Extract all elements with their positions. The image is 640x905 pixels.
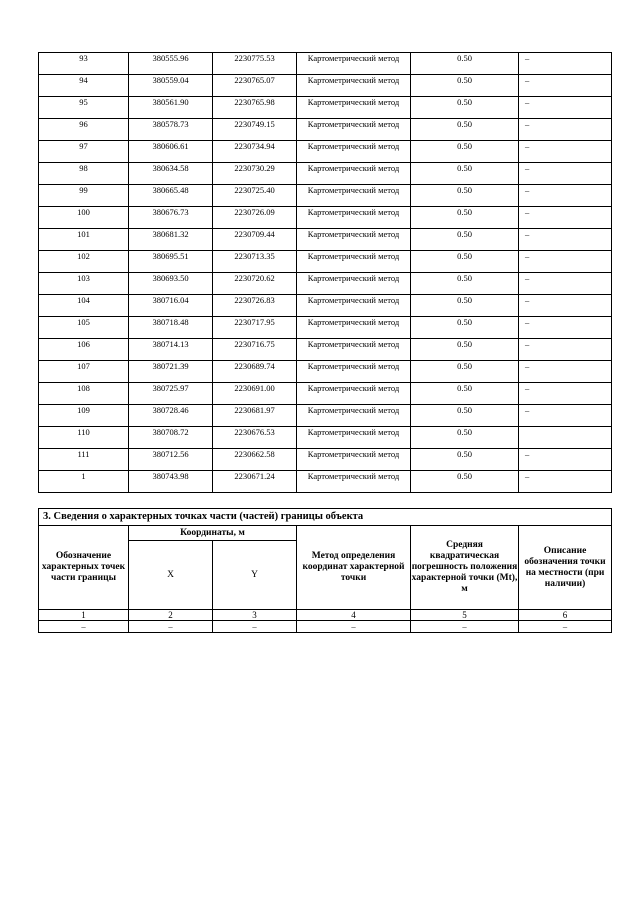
method-cell: Картометрический метод <box>297 185 411 207</box>
empty-cell: – <box>411 621 519 633</box>
point-number-cell: 105 <box>39 317 129 339</box>
description-cell: – <box>519 207 612 229</box>
y-coordinate-cell: 2230765.07 <box>213 75 297 97</box>
description-cell: – <box>519 405 612 427</box>
y-coordinate-cell: 2230765.98 <box>213 97 297 119</box>
method-cell: Картометрический метод <box>297 119 411 141</box>
column-number: 4 <box>297 610 411 621</box>
y-coordinate-cell: 2230689.74 <box>213 361 297 383</box>
method-cell: Картометрический метод <box>297 207 411 229</box>
section-title: 3. Сведения о характерных точках части (частей) границы объекта <box>39 509 612 526</box>
point-number-cell: 1 <box>39 471 129 493</box>
point-number-cell: 103 <box>39 273 129 295</box>
description-cell: – <box>519 53 612 75</box>
column-number: 3 <box>213 610 297 621</box>
header-method: Метод определения координат характерной точки <box>297 526 411 610</box>
column-number: 6 <box>519 610 612 621</box>
part-boundary-table <box>38 508 612 633</box>
description-cell: – <box>519 97 612 119</box>
point-number-cell: 99 <box>39 185 129 207</box>
x-coordinate-cell: 380721.39 <box>129 361 213 383</box>
accuracy-cell: 0.50 <box>411 207 519 229</box>
description-cell: – <box>519 141 612 163</box>
table-row <box>39 163 612 185</box>
method-cell: Картометрический метод <box>297 449 411 471</box>
method-cell: Картометрический метод <box>297 273 411 295</box>
y-coordinate-cell: 2230713.35 <box>213 251 297 273</box>
method-cell: Картометрический метод <box>297 471 411 493</box>
method-cell: Картометрический метод <box>297 317 411 339</box>
accuracy-cell: 0.50 <box>411 97 519 119</box>
description-cell: – <box>519 295 612 317</box>
accuracy-cell: 0.50 <box>411 427 519 449</box>
accuracy-cell: 0.50 <box>411 449 519 471</box>
column-number: 1 <box>39 610 129 621</box>
accuracy-cell: 0.50 <box>411 471 519 493</box>
table-row <box>39 427 612 449</box>
y-coordinate-cell: 2230662.58 <box>213 449 297 471</box>
accuracy-cell: 0.50 <box>411 53 519 75</box>
x-coordinate-cell: 380693.50 <box>129 273 213 295</box>
table-row <box>39 295 612 317</box>
method-cell: Картометрический метод <box>297 361 411 383</box>
method-cell: Картометрический метод <box>297 295 411 317</box>
column-number: 2 <box>129 610 213 621</box>
method-cell: Картометрический метод <box>297 405 411 427</box>
empty-cell: – <box>297 621 411 633</box>
accuracy-cell: 0.50 <box>411 141 519 163</box>
description-cell: – <box>519 361 612 383</box>
header-description: Описание обозначения точки на местности (при наличии) <box>519 526 612 610</box>
method-cell: Картометрический метод <box>297 141 411 163</box>
method-cell: Картометрический метод <box>297 339 411 361</box>
y-coordinate-cell: 2230725.40 <box>213 185 297 207</box>
accuracy-cell: 0.50 <box>411 383 519 405</box>
header-accuracy: Средняя квадратическая погрешность положения характерной точки (Mt), м <box>411 526 519 610</box>
y-coordinate-cell: 2230676.53 <box>213 427 297 449</box>
description-cell: – <box>519 339 612 361</box>
points-table <box>38 52 612 493</box>
y-coordinate-cell: 2230749.15 <box>213 119 297 141</box>
header-coordinates: Координаты, м <box>129 526 297 541</box>
method-cell: Картометрический метод <box>297 53 411 75</box>
x-coordinate-cell: 380578.73 <box>129 119 213 141</box>
method-cell: Картометрический метод <box>297 427 411 449</box>
accuracy-cell: 0.50 <box>411 405 519 427</box>
y-coordinate-cell: 2230720.62 <box>213 273 297 295</box>
header-point-designation: Обозначение характерных точек части границы <box>39 526 129 610</box>
x-coordinate-cell: 380714.13 <box>129 339 213 361</box>
y-coordinate-cell: 2230726.83 <box>213 295 297 317</box>
table-row <box>39 449 612 471</box>
table-row <box>39 339 612 361</box>
x-coordinate-cell: 380743.98 <box>129 471 213 493</box>
x-coordinate-cell: 380665.48 <box>129 185 213 207</box>
description-cell: – <box>519 471 612 493</box>
x-coordinate-cell: 380695.51 <box>129 251 213 273</box>
method-cell: Картометрический метод <box>297 75 411 97</box>
table-row <box>39 471 612 493</box>
point-number-cell: 109 <box>39 405 129 427</box>
empty-cell: – <box>39 621 129 633</box>
accuracy-cell: 0.50 <box>411 317 519 339</box>
table-row <box>39 97 612 119</box>
method-cell: Картометрический метод <box>297 251 411 273</box>
table-row <box>39 317 612 339</box>
accuracy-cell: 0.50 <box>411 295 519 317</box>
x-coordinate-cell: 380676.73 <box>129 207 213 229</box>
x-coordinate-cell: 380708.72 <box>129 427 213 449</box>
table-row <box>39 383 612 405</box>
table-row <box>39 273 612 295</box>
point-number-cell: 94 <box>39 75 129 97</box>
point-number-cell: 96 <box>39 119 129 141</box>
y-coordinate-cell: 2230717.95 <box>213 317 297 339</box>
empty-cell: – <box>519 621 612 633</box>
description-cell: – <box>519 383 612 405</box>
y-coordinate-cell: 2230730.29 <box>213 163 297 185</box>
point-number-cell: 104 <box>39 295 129 317</box>
description-cell: – <box>519 449 612 471</box>
point-number-cell: 95 <box>39 97 129 119</box>
y-coordinate-cell: 2230716.75 <box>213 339 297 361</box>
empty-cell: – <box>129 621 213 633</box>
method-cell: Картометрический метод <box>297 97 411 119</box>
table-row <box>39 141 612 163</box>
point-number-cell: 111 <box>39 449 129 471</box>
table-row <box>39 53 612 75</box>
point-number-cell: 107 <box>39 361 129 383</box>
accuracy-cell: 0.50 <box>411 119 519 141</box>
point-number-cell: 101 <box>39 229 129 251</box>
y-coordinate-cell: 2230734.94 <box>213 141 297 163</box>
x-coordinate-cell: 380555.96 <box>129 53 213 75</box>
x-coordinate-cell: 380561.90 <box>129 97 213 119</box>
point-number-cell: 97 <box>39 141 129 163</box>
x-coordinate-cell: 380716.04 <box>129 295 213 317</box>
description-cell: – <box>519 75 612 97</box>
table-row <box>39 405 612 427</box>
table-row <box>39 75 612 97</box>
x-coordinate-cell: 380606.61 <box>129 141 213 163</box>
point-number-cell: 110 <box>39 427 129 449</box>
accuracy-cell: 0.50 <box>411 273 519 295</box>
description-cell: – <box>519 119 612 141</box>
description-cell: – <box>519 317 612 339</box>
y-coordinate-cell: 2230671.24 <box>213 471 297 493</box>
y-coordinate-cell: 2230691.00 <box>213 383 297 405</box>
point-number-cell: 98 <box>39 163 129 185</box>
y-coordinate-cell: 2230775.53 <box>213 53 297 75</box>
accuracy-cell: 0.50 <box>411 361 519 383</box>
description-cell: – <box>519 251 612 273</box>
x-coordinate-cell: 380681.32 <box>129 229 213 251</box>
header-x: X <box>129 541 213 610</box>
description-cell: – <box>519 229 612 251</box>
x-coordinate-cell: 380728.46 <box>129 405 213 427</box>
point-number-cell: 108 <box>39 383 129 405</box>
method-cell: Картометрический метод <box>297 229 411 251</box>
y-coordinate-cell: 2230681.97 <box>213 405 297 427</box>
table-row <box>39 207 612 229</box>
point-number-cell: 93 <box>39 53 129 75</box>
table-row <box>39 229 612 251</box>
description-cell: – <box>519 273 612 295</box>
description-cell: – <box>519 163 612 185</box>
point-number-cell: 106 <box>39 339 129 361</box>
description-cell <box>519 427 612 449</box>
table-row <box>39 251 612 273</box>
method-cell: Картометрический метод <box>297 383 411 405</box>
description-cell: – <box>519 185 612 207</box>
point-number-cell: 100 <box>39 207 129 229</box>
table-row <box>39 119 612 141</box>
accuracy-cell: 0.50 <box>411 251 519 273</box>
accuracy-cell: 0.50 <box>411 185 519 207</box>
accuracy-cell: 0.50 <box>411 229 519 251</box>
x-coordinate-cell: 380718.48 <box>129 317 213 339</box>
empty-cell: – <box>213 621 297 633</box>
table-row <box>39 361 612 383</box>
method-cell: Картометрический метод <box>297 163 411 185</box>
point-number-cell: 102 <box>39 251 129 273</box>
x-coordinate-cell: 380559.04 <box>129 75 213 97</box>
table-row <box>39 185 612 207</box>
x-coordinate-cell: 380634.58 <box>129 163 213 185</box>
accuracy-cell: 0.50 <box>411 163 519 185</box>
column-number: 5 <box>411 610 519 621</box>
x-coordinate-cell: 380725.97 <box>129 383 213 405</box>
x-coordinate-cell: 380712.56 <box>129 449 213 471</box>
accuracy-cell: 0.50 <box>411 75 519 97</box>
header-y: Y <box>213 541 297 610</box>
y-coordinate-cell: 2230709.44 <box>213 229 297 251</box>
accuracy-cell: 0.50 <box>411 339 519 361</box>
y-coordinate-cell: 2230726.09 <box>213 207 297 229</box>
